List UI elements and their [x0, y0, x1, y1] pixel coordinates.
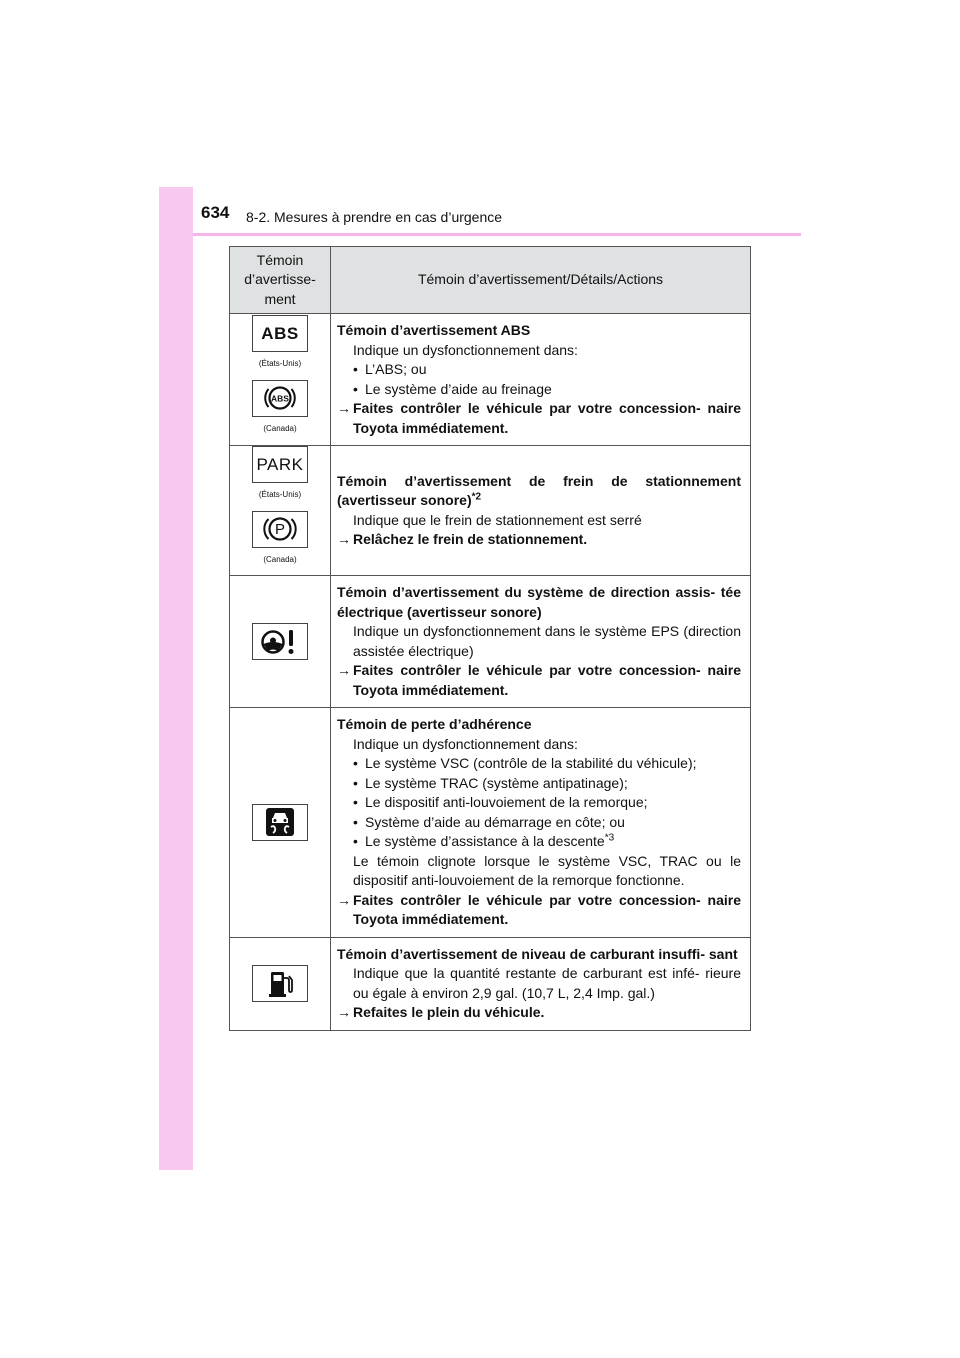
icon-label-usa: (États-Unis): [258, 359, 302, 368]
icon-cell: [230, 314, 331, 446]
abs-warning-icon: [252, 315, 308, 352]
park-warning-icon: [252, 446, 308, 483]
table-row: [230, 708, 751, 938]
svg-text:ABS: ABS: [271, 393, 289, 404]
bullet-item: • Le système VSC (contrôle de la stabilité du véhicule);: [353, 755, 697, 771]
bullet-item: • Le système d’assistance à la descente$^{*3}$: [353, 832, 615, 849]
icon-label-usa: (États-Unis): [258, 490, 302, 499]
parking-brake-circle-icon: [252, 511, 308, 548]
row-title: Témoin d’avertissement de niveau de carburant insuffi- sant: [337, 945, 738, 962]
low-fuel-icon: [252, 965, 308, 1002]
slip-indicator-icon: [252, 804, 308, 841]
icon-cell: [230, 446, 331, 576]
bullet-item: • Le système TRAC (système antipatinage);: [353, 774, 628, 791]
icon-cell: [230, 937, 331, 1030]
table-row: [230, 576, 751, 708]
park-icon-text: PARK: [256, 454, 304, 474]
row-action: → Faites contrôler le véhicule par votre concession- naire Toyota immédiatement.: [337, 891, 741, 927]
page-number: 634: [201, 203, 230, 222]
row-description: Indique un dysfonctionnement dans le système EPS (direction assistée électrique): [353, 623, 741, 659]
icon-label-canada: (Canada): [263, 554, 297, 564]
table-row: [230, 937, 751, 1030]
svg-text:P: P: [274, 521, 286, 538]
icon-cell: [230, 708, 331, 938]
bullet-item: • Le dispositif anti-louvoiement de la remorque;: [353, 794, 648, 810]
details-cell: [331, 708, 751, 938]
row-action: → Relâchez le frein de stationnement.: [337, 531, 588, 547]
warning-lights-table: [229, 246, 751, 1031]
bullet-item: • L’ABS; ou: [353, 361, 427, 377]
row-note: Le témoin clignote lorsque le système VSC, TRAC ou le dispositif anti-louvoiement de la remorque fonctionne.: [353, 852, 741, 888]
table-row: [230, 446, 751, 576]
row-title: Témoin d’avertissement du système de direction assis- tée électrique (avertisseur sonore): [337, 584, 741, 620]
bullet-item: • Le système d’aide au freinage: [353, 380, 552, 397]
abs-icon-text: ABS: [261, 323, 299, 343]
row-description: Indique un dysfonctionnement dans:: [353, 341, 578, 358]
row-action: → Faites contrôler le véhicule par votre concession- naire Toyota immédiatement.: [337, 400, 741, 436]
header-rule: [193, 233, 801, 236]
details-cell: [331, 314, 751, 446]
table-row: [230, 314, 751, 446]
row-description: Indique un dysfonctionnement dans:: [353, 735, 578, 752]
details-cell: [331, 446, 751, 576]
column-header-warning-light: Témoin d’avertisse- ment: [230, 247, 331, 314]
row-title: Témoin d’avertissement ABS: [337, 322, 531, 338]
icon-cell: [230, 576, 331, 708]
icon-label-canada: (Canada): [263, 423, 297, 433]
row-description: Indique que le frein de stationnement est serré: [353, 511, 642, 528]
abs-circle-icon: [252, 380, 308, 417]
row-title: Témoin de perte d’adhérence: [337, 716, 532, 732]
row-action: → Faites contrôler le véhicule par votre concession- naire Toyota immédiatement.: [337, 662, 741, 698]
table-header-row: [230, 247, 751, 314]
eps-warning-icon: [252, 623, 308, 660]
row-title: Témoin d’avertissement de frein de stationnement (avertisseur sonore)$^{*2}$: [337, 472, 741, 508]
column-header-details: Témoin d’avertissement/Détails/Actions: [331, 247, 751, 314]
chapter-tab-sidebar: [159, 187, 193, 1170]
row-description: Indique que la quantité restante de carburant est infé- rieure ou égale à environ 2,9 gal. (10,7 L, 2,4 Imp. gal.): [353, 965, 741, 1001]
row-action: → Refaites le plein du véhicule.: [337, 1004, 545, 1020]
details-cell: [331, 576, 751, 708]
section-title: 8-2. Mesures à prendre en cas d’urgence: [246, 209, 503, 225]
bullet-item: • Système d’aide au démarrage en côte; ou: [353, 813, 625, 830]
details-cell: [331, 937, 751, 1030]
